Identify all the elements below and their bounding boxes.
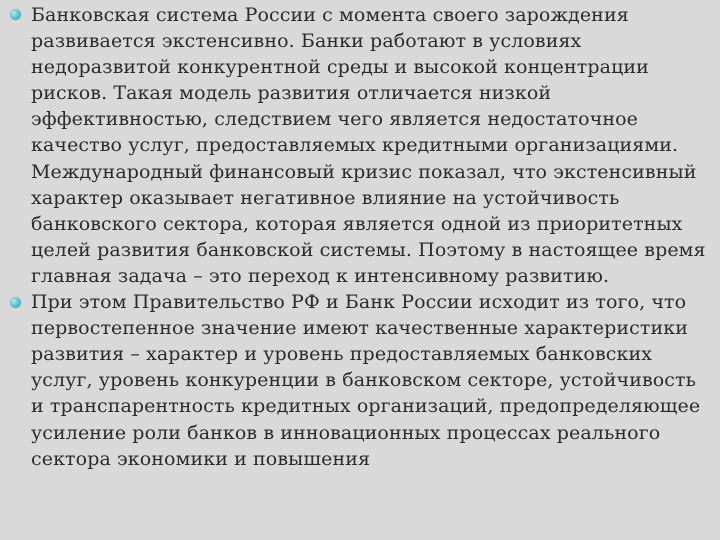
bullet-text: При этом Правительство РФ и Банк России исходит из того, что первостепенное значение имеют качественные характеристики развития – характер и уровень предоставляемых банковских услуг, уровень конкуренции в банковском секторе, устойчивость и транспарентность кредитных организаций, предопределяющее усиление роли банков в инновационных процессах реального сектора экономики и повышения [31,291,701,470]
bullet-item [0,2,720,289]
circle-bullet-icon [10,297,21,308]
circle-bullet-icon [10,9,21,20]
bullet-text: Банковская система России с момента своего зарождения развивается экстенсивно. Банки работают в условиях недоразвитой конкурентной среды и высокой концентрации рисков. Такая модель развития отличается низкой эффективностью, следствием чего является недостаточное качество услуг, предоставляемых кредитными организациями. Международный финансовый кризис показал, что экстенсивный характер оказывает негативное влияние на устойчивость банковского сектора, которая является одной из приоритетных целей развития банковской системы. Поэтому в настоящее время главная задача – это переход к интенсивному развитию. [31,4,706,287]
bullet-item [0,289,720,472]
